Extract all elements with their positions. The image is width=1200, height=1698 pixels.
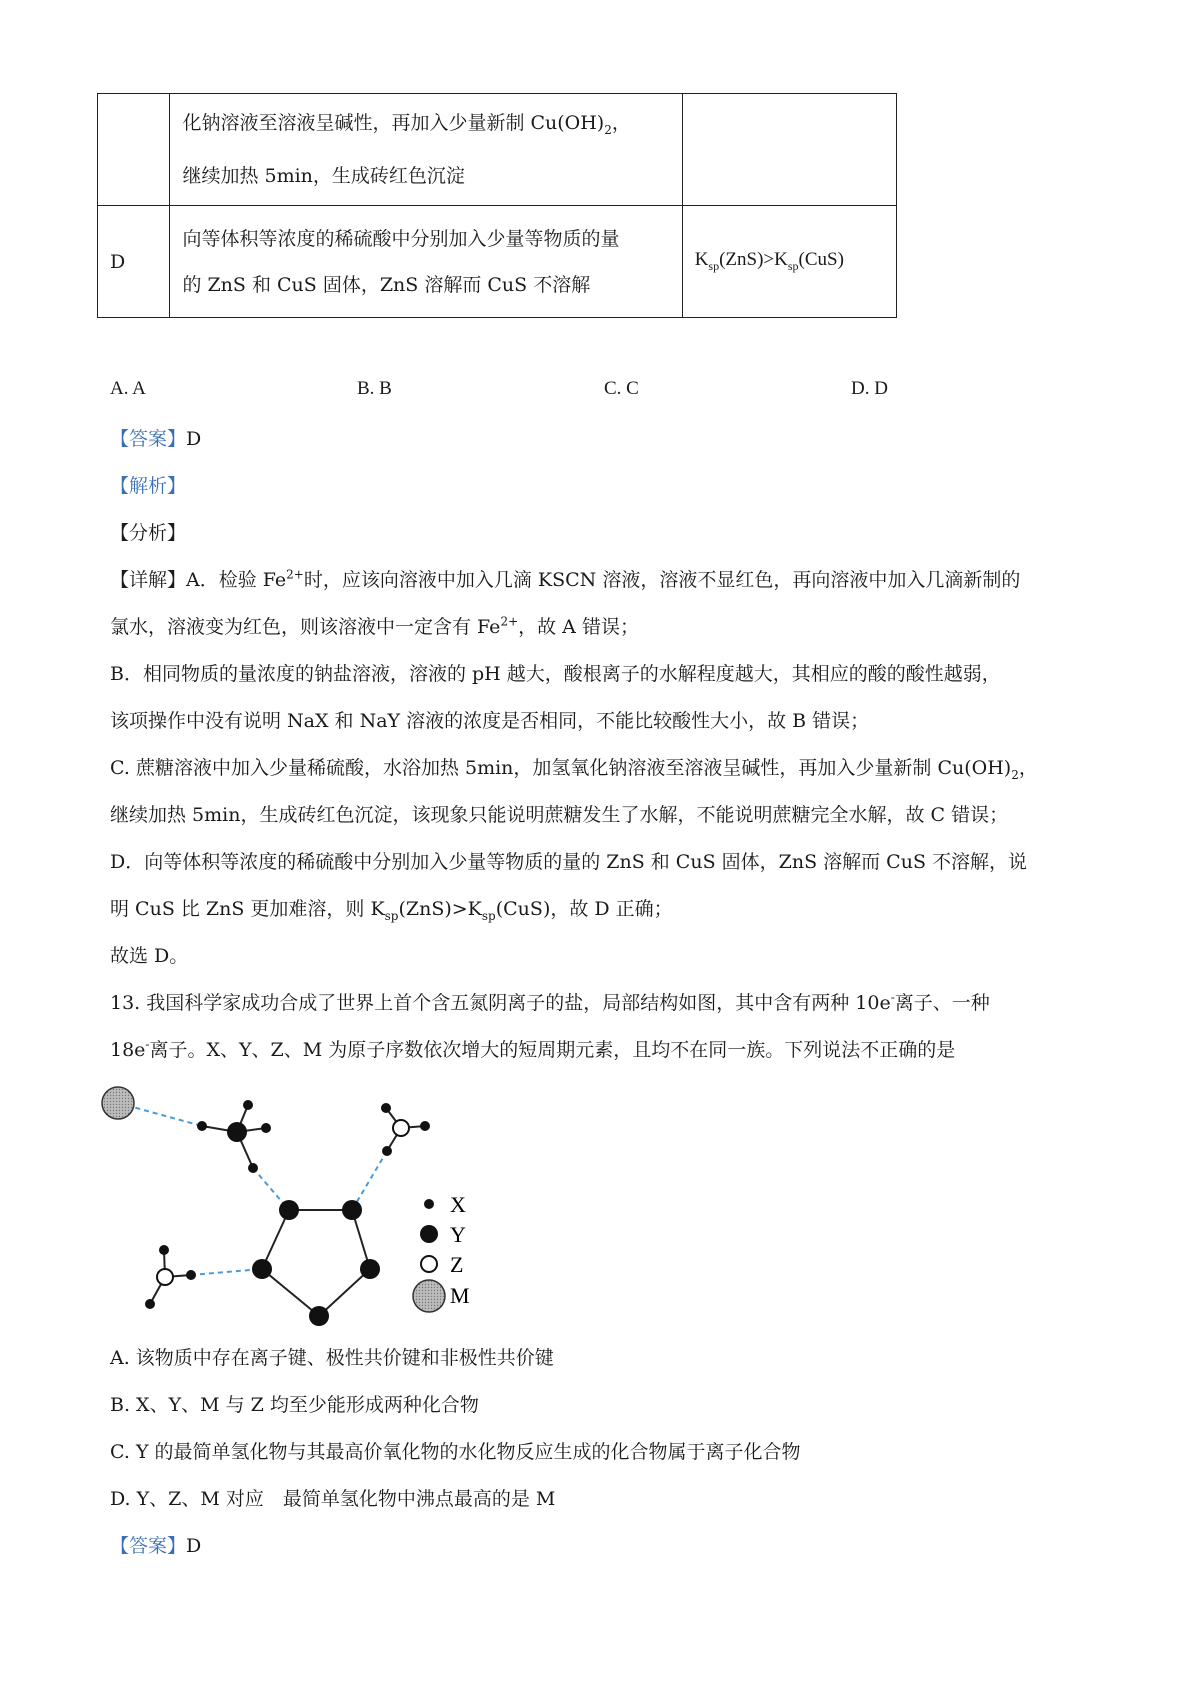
text: 18e: [110, 1039, 146, 1061]
answer-line: [110, 424, 201, 451]
option-b: B. B: [357, 378, 392, 399]
atom-m: [102, 1087, 134, 1119]
atom-x: [186, 1270, 196, 1280]
superscript: -: [145, 1037, 150, 1052]
atom-x: [248, 1163, 258, 1173]
q13-option-d: D. Y、Z、M 对应 最简单氢化物中沸点最高的是 M: [110, 1488, 556, 1510]
text: ，故 A 错误；: [518, 616, 639, 638]
detail-line-8: [110, 894, 673, 923]
atom-z: [157, 1269, 173, 1285]
detail-label: 【详解】: [110, 569, 187, 591]
subscript: sp: [384, 908, 399, 923]
answer-label: 【答案】: [110, 1535, 187, 1557]
pentagon-ring: [262, 1210, 370, 1316]
structure-diagram: [100, 1070, 520, 1340]
atom-y: [227, 1122, 247, 1142]
option-a: A. A: [110, 378, 146, 399]
legend-y-marker: [420, 1225, 438, 1243]
detail-line-2: [110, 612, 639, 639]
q13-option-c: C. Y 的最简单氢化物与其最高价氧化物的水化物反应生成的化合物属于离子化合物: [110, 1441, 801, 1463]
subscript: sp: [787, 258, 799, 273]
legend-z-marker: [421, 1256, 437, 1272]
text: 离子。X、Y、Z、M 为原子序数依次增大的短周期元素，且均不在同一族。下列说法不正确的是: [149, 1039, 956, 1061]
q13-stem-line-2: [110, 1035, 955, 1062]
text: (ZnS)>K: [398, 898, 482, 920]
atom-z: [393, 1120, 409, 1136]
detail-line-7: D．向等体积等浓度的稀硫酸中分别加入少量等物质的量的 ZnS 和 CuS 固体，ZnS 溶解而 CuS 不溶解，说: [110, 851, 1028, 873]
legend-z-label: Z: [450, 1252, 464, 1277]
superscript: 2+: [286, 567, 304, 582]
text: 明 CuS 比 ZnS 更加难溶，则 K: [110, 898, 385, 920]
atom-y: [279, 1200, 299, 1220]
atom-x: [261, 1123, 271, 1133]
table-row: [98, 94, 897, 206]
atom-x: [159, 1245, 169, 1255]
option-c: C. C: [604, 378, 639, 399]
atom-x: [197, 1121, 207, 1131]
table-cell-option: D: [98, 206, 170, 318]
legend-y-label: Y: [450, 1222, 466, 1247]
text: A．检验 Fe: [186, 569, 287, 591]
experiment-table: [97, 93, 897, 318]
table-cell-operation: [170, 206, 682, 318]
q13-stem-line-1: [110, 988, 990, 1015]
cell-text: 向等体积等浓度的稀硫酸中分别加入少量等物质的量: [182, 227, 620, 250]
table-row: [98, 206, 897, 318]
hydrogen-bonds: [118, 1103, 387, 1275]
legend-m-marker: [413, 1280, 445, 1312]
atom-y: [309, 1306, 329, 1326]
detail-line-5: [110, 753, 1038, 782]
q13-option-a: A. 该物质中存在离子键、极性共价键和非极性共价键: [110, 1347, 554, 1369]
superscript: 2+: [500, 614, 519, 629]
analysis-heading: 【解析】: [110, 475, 187, 497]
table-cell-conclusion: [682, 206, 896, 318]
answer-label: 【答案】: [110, 428, 187, 450]
text: 时，应该向溶液中加入几滴 KSCN 溶液，溶液不显红色，再向溶液中加入几滴新制的: [303, 569, 1021, 591]
atom-y: [252, 1259, 272, 1279]
fenxi-heading: 【分析】: [110, 522, 187, 544]
detail-line-1: [110, 565, 1020, 592]
option-d: D. D: [851, 378, 888, 399]
superscript: -: [890, 990, 895, 1005]
subscript: 2: [604, 122, 612, 137]
answer-value: D: [186, 428, 202, 450]
cell-text: 的 ZnS 和 CuS 固体，ZnS 溶解而 CuS 不溶解: [182, 273, 591, 296]
detail-line-6: 继续加热 5min，生成砖红色沉淀，该现象只能说明蔗糖发生了水解，不能说明蔗糖完全水解，故 C 错误；: [110, 804, 1009, 826]
answer-value: D: [186, 1535, 202, 1557]
table-cell-conclusion: [682, 94, 896, 206]
detail-line-4: 该项操作中没有说明 NaX 和 NaY 溶液的浓度是否相同，不能比较酸性大小，故 B 错误；: [110, 710, 870, 732]
atom-x: [243, 1100, 253, 1110]
legend: [413, 1192, 470, 1312]
text: 离子、一种: [894, 992, 990, 1014]
atom-y: [342, 1200, 362, 1220]
detail-line-9: 故选 D。: [110, 945, 189, 967]
legend-x-label: X: [450, 1192, 466, 1217]
cell-text: 化钠溶液至溶液呈碱性，再加入少量新制 Cu(OH): [182, 112, 605, 135]
text: C. 蔗糖溶液中加入少量稀硫酸，水浴加热 5min，加氢氧化钠溶液至溶液呈碱性，再加入少量新制 Cu(OH): [110, 757, 1012, 779]
legend-m-label: M: [450, 1283, 470, 1308]
atom-x: [381, 1103, 391, 1113]
q13-answer-line: [110, 1531, 201, 1558]
legend-x-marker: [424, 1199, 434, 1209]
subscript: sp: [708, 258, 720, 273]
cell-text: 继续加热 5min，生成砖红色沉淀: [182, 164, 465, 187]
cell-text: (CuS): [798, 249, 844, 271]
cell-text: K: [694, 249, 709, 271]
text: ，: [1018, 757, 1038, 779]
atom-x: [420, 1121, 430, 1131]
text: (CuS)，故 D 正确；: [495, 898, 673, 920]
cell-text: ，: [611, 112, 631, 135]
cell-text: (ZnS)>K: [719, 249, 788, 271]
table-cell-option: [98, 94, 170, 206]
text: 13. 我国科学家成功合成了世界上首个含五氮阴离子的盐，局部结构如图，其中含有两种 10e: [110, 992, 891, 1014]
detail-line-3: B．相同物质的量浓度的钠盐溶液，溶液的 pH 越大，酸根离子的水解程度越大，其相应的酸的酸性越弱，: [110, 663, 1001, 685]
atom-y: [360, 1259, 380, 1279]
subscript: sp: [481, 908, 496, 923]
table-cell-operation: [170, 94, 682, 206]
subscript: 2: [1011, 767, 1019, 782]
text: 氯水，溶液变为红色，则该溶液中一定含有 Fe: [110, 616, 501, 638]
atom-x: [382, 1146, 392, 1156]
atom-x: [145, 1299, 155, 1309]
q13-option-b: B. X、Y、M 与 Z 均至少能形成两种化合物: [110, 1394, 479, 1416]
